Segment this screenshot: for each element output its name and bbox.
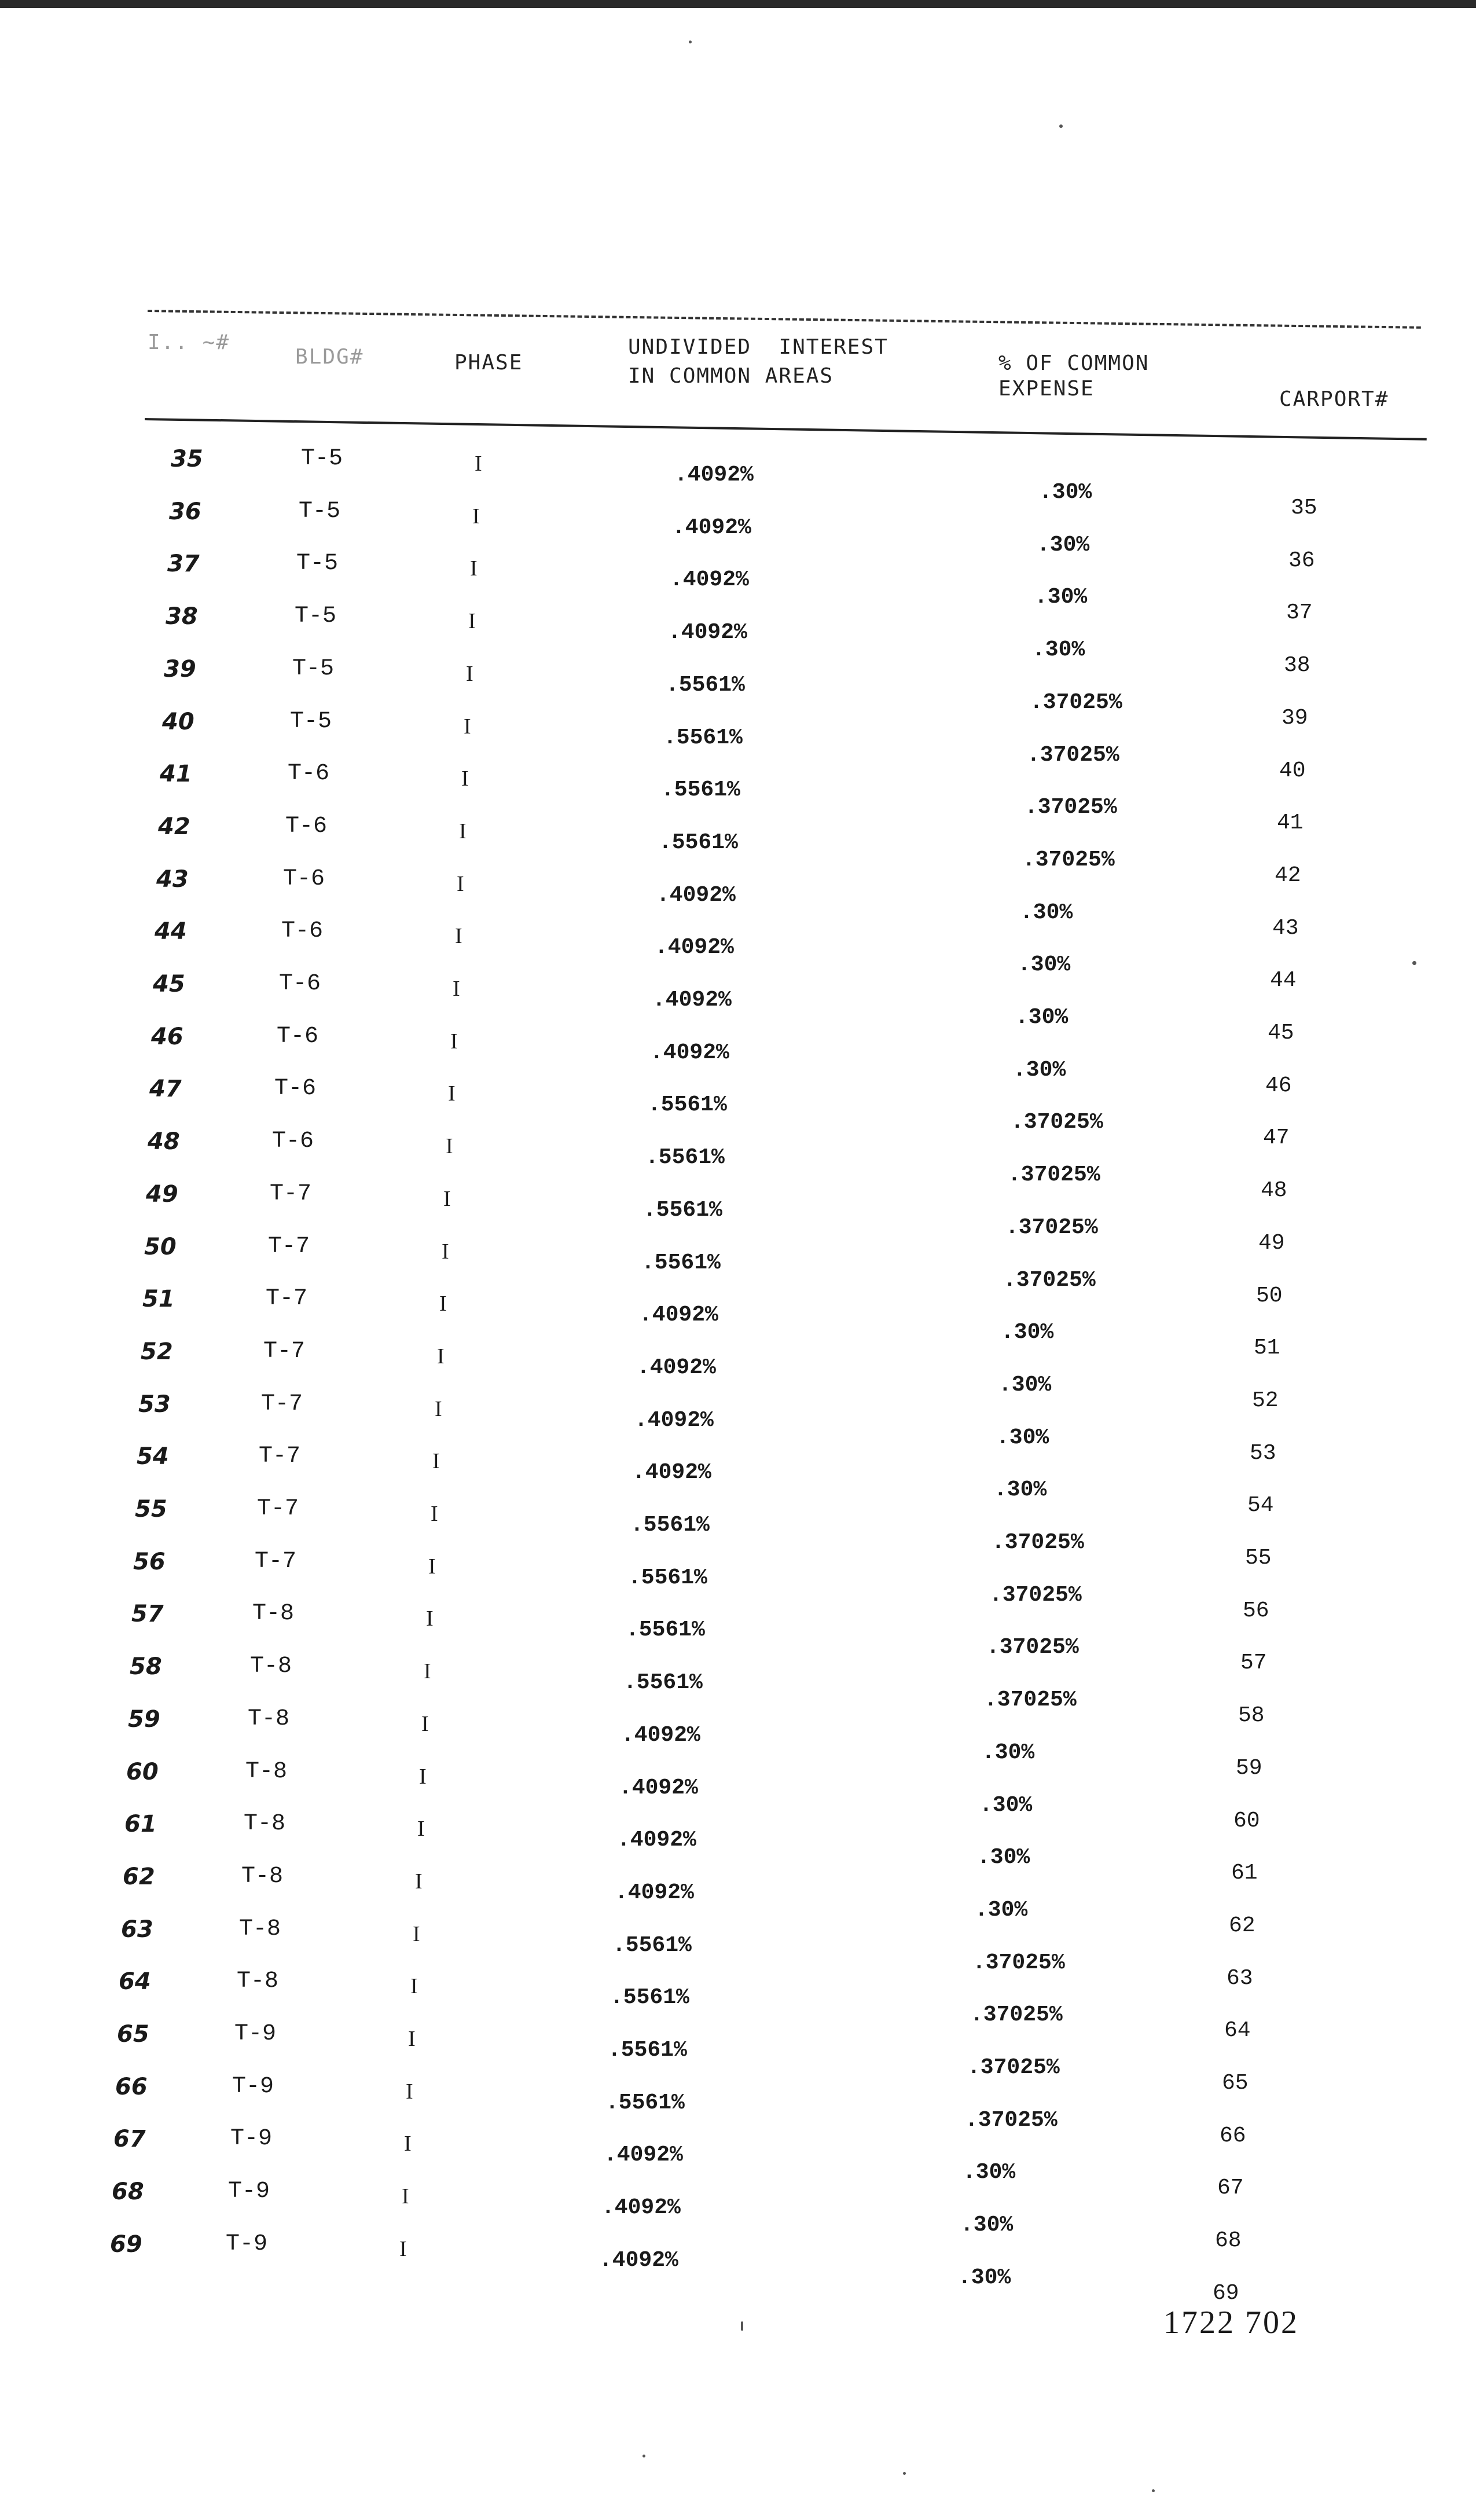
undivided-interest: .5561% [612, 1932, 692, 1958]
unit-number: 63 [121, 1916, 153, 1943]
undivided-interest: .4092% [670, 567, 749, 593]
carport-number: 62 [1229, 1913, 1255, 1938]
building-number: T-5 [292, 655, 335, 682]
undivided-interest: .5561% [648, 1092, 727, 1118]
carport-number: 46 [1265, 1073, 1292, 1098]
building-number: T-5 [290, 708, 332, 735]
carport-number: 64 [1224, 2018, 1251, 2044]
unit-number: 42 [158, 813, 190, 840]
phase: I [472, 504, 480, 529]
common-expense: .37025% [972, 1950, 1065, 1975]
phase: I [443, 1186, 451, 1211]
carport-number: 58 [1238, 1703, 1265, 1729]
phase: I [399, 2236, 407, 2261]
phase: I [453, 977, 460, 1001]
undivided-interest: .4092% [604, 2143, 683, 2168]
carport-number: 66 [1220, 2123, 1246, 2148]
unit-number: 56 [133, 1548, 166, 1575]
scan-speck [903, 2472, 906, 2475]
carport-number: 60 [1233, 1808, 1260, 1833]
phase: I [426, 1606, 434, 1631]
common-expense: .37025% [1025, 795, 1117, 820]
table-row [0, 1496, 1476, 1571]
common-expense: .37025% [1011, 1110, 1103, 1135]
common-expense: .30% [975, 1897, 1028, 1923]
header-bldg: BLDG# [295, 345, 364, 369]
unit-number: 46 [151, 1023, 183, 1050]
carport-number: 63 [1227, 1965, 1253, 1991]
header-expense-line2: EXPENSE [998, 377, 1095, 401]
common-expense: .37025% [1027, 742, 1119, 768]
building-number: T-5 [301, 446, 343, 472]
carport-number: 57 [1240, 1650, 1267, 1676]
carport-number: 36 [1288, 548, 1315, 573]
phase: I [419, 1764, 427, 1789]
common-expense: .37025% [970, 2002, 1063, 2028]
undivided-interest: .5561% [666, 672, 745, 698]
common-expense: .30% [1013, 1057, 1066, 1083]
unit-number: 52 [141, 1338, 173, 1365]
unit-number: 45 [153, 971, 185, 997]
carport-number: 42 [1275, 863, 1301, 888]
undivided-interest: .4092% [601, 2195, 681, 2221]
carport-number: 48 [1261, 1178, 1287, 1204]
header-unit: I.. ~# [148, 331, 230, 354]
common-expense: .30% [1018, 952, 1071, 978]
common-expense: .30% [1020, 900, 1073, 925]
undivided-interest: .4092% [655, 935, 734, 960]
building-number: T-5 [295, 603, 337, 630]
building-number: T-6 [288, 761, 330, 787]
phase: I [470, 556, 478, 581]
undivided-interest: .5561% [645, 1145, 725, 1171]
undivided-interest: .5561% [641, 1250, 721, 1275]
scan-speck [1059, 124, 1063, 128]
building-number: T-7 [261, 1391, 303, 1417]
building-number: T-6 [285, 813, 328, 839]
undivided-interest: .4092% [621, 1722, 700, 1748]
carport-number: 47 [1263, 1125, 1290, 1151]
phase: I [404, 2132, 412, 2156]
building-number: T-7 [268, 1233, 310, 1260]
building-number: T-8 [241, 1863, 284, 1890]
common-expense: .37025% [1005, 1215, 1098, 1240]
common-expense: .37025% [984, 1688, 1077, 1713]
phase: I [432, 1449, 440, 1474]
unit-number: 37 [167, 551, 200, 578]
building-number: T-8 [250, 1653, 292, 1680]
carport-number: 37 [1286, 600, 1313, 626]
undivided-interest: .4092% [632, 1460, 711, 1485]
building-number: T-7 [263, 1338, 306, 1364]
common-expense: .30% [958, 2265, 1011, 2290]
common-expense: .30% [996, 1425, 1049, 1450]
page-number: 1722 702 [1163, 2305, 1299, 2341]
unit-number: 51 [142, 1286, 175, 1313]
header-phase: PHASE [454, 351, 523, 375]
undivided-interest: .5561% [643, 1197, 722, 1223]
undivided-interest: .4092% [672, 515, 751, 540]
carport-number: 39 [1282, 705, 1308, 731]
building-number: T-5 [296, 551, 339, 577]
building-number: T-7 [259, 1443, 301, 1470]
undivided-interest: .4092% [639, 1303, 718, 1328]
unit-number: 54 [137, 1443, 169, 1470]
carport-number: 69 [1213, 2280, 1239, 2306]
undivided-interest: .5561% [630, 1513, 710, 1538]
unit-number: 61 [124, 1811, 157, 1838]
phase: I [402, 2184, 409, 2209]
common-expense: .37025% [1008, 1162, 1100, 1188]
phase: I [450, 1029, 458, 1054]
common-expense: .30% [1001, 1320, 1054, 1345]
undivided-interest: .4092% [634, 1407, 714, 1433]
building-number: T-8 [244, 1811, 286, 1837]
header-bottom-rule [145, 418, 1427, 441]
common-expense: .37025% [989, 1582, 1082, 1608]
carport-number: 68 [1215, 2228, 1242, 2254]
building-number: T-9 [234, 2021, 277, 2047]
phase: I [406, 2079, 413, 2104]
header-undivided-line2: IN COMMON AREAS [628, 364, 834, 388]
undivided-interest: .4092% [619, 1775, 698, 1800]
phase: I [410, 1974, 418, 1999]
phase: I [431, 1502, 438, 1526]
unit-number: 44 [155, 918, 187, 945]
common-expense: .30% [982, 1740, 1035, 1765]
carport-number: 41 [1277, 810, 1304, 836]
common-expense: .30% [1037, 532, 1090, 557]
phase: I [446, 1134, 453, 1159]
unit-number: 55 [135, 1496, 167, 1523]
carport-number: 44 [1270, 968, 1297, 993]
building-number: T-9 [226, 2231, 268, 2257]
common-expense: .37025% [1022, 847, 1115, 872]
unit-number: 67 [113, 2126, 146, 2153]
phase: I [421, 1711, 429, 1736]
carport-number: 43 [1272, 915, 1299, 941]
building-number: T-8 [248, 1705, 290, 1732]
phase: I [424, 1659, 431, 1684]
unit-number: 57 [131, 1601, 164, 1628]
carport-number: 67 [1217, 2176, 1244, 2201]
building-number: T-9 [230, 2126, 273, 2152]
carport-number: 50 [1256, 1283, 1283, 1308]
phase: I [466, 661, 473, 686]
unit-number: 66 [115, 2073, 148, 2100]
unit-number: 53 [138, 1391, 171, 1418]
scan-top-edge [0, 0, 1476, 8]
building-number: T-6 [272, 1128, 314, 1155]
phase: I [413, 1921, 420, 1946]
unit-number: 49 [146, 1180, 178, 1208]
undivided-interest: .4092% [656, 882, 736, 908]
header-carport: CARPORT# [1279, 387, 1389, 411]
phase: I [408, 2027, 416, 2051]
phase: I [468, 609, 476, 634]
common-expense: .30% [998, 1372, 1052, 1397]
building-number: T-6 [274, 1076, 317, 1102]
header-undivided-line1: UNDIVIDED INTEREST [628, 335, 888, 359]
undivided-interest: .4092% [668, 620, 747, 645]
common-expense: .37025% [986, 1635, 1079, 1660]
carport-number: 53 [1250, 1440, 1276, 1466]
scan-speck [1152, 2489, 1155, 2492]
unit-number: 39 [164, 655, 196, 683]
building-number: T-6 [279, 971, 321, 997]
common-expense: .30% [1032, 637, 1085, 663]
undivided-interest: .4092% [617, 1828, 696, 1853]
carport-number: 59 [1236, 1755, 1262, 1781]
carport-number: 52 [1252, 1388, 1279, 1413]
header-top-rule [148, 310, 1421, 329]
common-expense: .30% [1015, 1005, 1069, 1030]
unit-number: 65 [117, 2021, 149, 2048]
unit-number: 60 [126, 1758, 159, 1785]
carport-number: 65 [1222, 2071, 1249, 2096]
undivided-interest: .4092% [599, 2247, 678, 2273]
building-number: T-7 [270, 1180, 312, 1207]
undivided-interest: .5561% [610, 1985, 689, 2011]
unit-number: 41 [160, 761, 192, 788]
phase: I [455, 924, 462, 949]
unit-number: 40 [162, 708, 194, 735]
carport-number: 51 [1254, 1336, 1280, 1361]
building-number: T-5 [299, 498, 341, 524]
common-expense: .37025% [967, 2055, 1060, 2080]
table-row [0, 2231, 1476, 2306]
building-number: T-8 [252, 1601, 295, 1627]
unit-number: 48 [148, 1128, 180, 1156]
building-number: T-7 [257, 1496, 299, 1522]
common-expense: .30% [994, 1477, 1047, 1503]
undivided-interest: .5561% [608, 2038, 687, 2063]
phase: I [464, 714, 471, 739]
common-expense: .37025% [992, 1530, 1084, 1555]
phase: I [442, 1239, 449, 1264]
carport-number: 40 [1279, 758, 1306, 783]
building-number: T-9 [232, 2073, 274, 2100]
unit-number: 50 [144, 1233, 177, 1260]
unit-number: 47 [149, 1076, 182, 1103]
undivided-interest: .4092% [615, 1880, 694, 1905]
phase: I [415, 1869, 423, 1894]
carport-number: 45 [1268, 1021, 1294, 1046]
phase: I [417, 1817, 425, 1842]
undivided-interest: .5561% [659, 830, 738, 855]
building-number: T-8 [237, 1968, 279, 1995]
undivided-interest: .5561% [661, 777, 740, 803]
undivided-interest: .4092% [650, 1040, 729, 1065]
phase: I [457, 871, 464, 896]
carport-number: 54 [1247, 1493, 1274, 1518]
common-expense: .30% [1039, 480, 1092, 505]
carport-number: 61 [1231, 1861, 1258, 1886]
building-number: T-6 [281, 918, 324, 945]
phase: I [439, 1292, 447, 1316]
common-expense: .30% [977, 1845, 1030, 1870]
unit-number: 64 [119, 1968, 151, 1996]
common-expense: .30% [1034, 585, 1088, 610]
building-number: T-8 [239, 1916, 281, 1942]
building-number: T-6 [283, 865, 325, 892]
carport-number: 38 [1284, 653, 1310, 678]
undivided-interest: .5561% [623, 1670, 703, 1696]
undivided-interest: .4092% [652, 988, 732, 1013]
common-expense: .37025% [1030, 689, 1122, 715]
common-expense: .30% [963, 2160, 1016, 2185]
phase: I [459, 819, 467, 843]
carport-number: 35 [1291, 496, 1317, 520]
phase: I [475, 452, 482, 476]
carport-number: 49 [1258, 1230, 1285, 1256]
building-number: T-9 [228, 2178, 270, 2205]
scan-speck [642, 2455, 645, 2457]
undivided-interest: .5561% [628, 1565, 707, 1590]
phase: I [428, 1554, 436, 1579]
undivided-interest: .5561% [663, 725, 743, 750]
header-expense-line1: % OF COMMON [998, 351, 1150, 375]
unit-number: 62 [123, 1863, 155, 1890]
scan-speck [689, 41, 692, 43]
building-number: T-7 [266, 1286, 308, 1312]
unit-number: 38 [166, 603, 198, 630]
phase: I [448, 1081, 456, 1106]
building-number: T-8 [245, 1758, 288, 1785]
unit-number: 43 [156, 865, 189, 893]
scan-speck [741, 2321, 743, 2331]
undivided-interest: .5561% [626, 1617, 705, 1643]
unit-number: 68 [112, 2178, 144, 2206]
unit-number: 36 [169, 498, 201, 525]
building-number: T-7 [255, 1548, 297, 1575]
phase: I [461, 766, 469, 791]
carport-number: 55 [1245, 1546, 1272, 1571]
common-expense: .37025% [1003, 1267, 1096, 1293]
unit-number: 58 [130, 1653, 162, 1681]
scan-speck [1412, 961, 1416, 965]
undivided-interest: .4092% [637, 1355, 716, 1380]
common-expense: .30% [979, 1792, 1033, 1818]
common-expense: .30% [960, 2213, 1014, 2238]
undivided-interest: .5561% [605, 2090, 685, 2115]
phase: I [437, 1344, 445, 1369]
phase: I [435, 1396, 442, 1421]
unit-number: 69 [110, 2231, 142, 2258]
unit-number: 35 [171, 446, 203, 472]
common-expense: .37025% [965, 2107, 1058, 2133]
unit-number: 59 [128, 1705, 160, 1733]
carport-number: 56 [1243, 1598, 1269, 1623]
undivided-interest: .4092% [674, 463, 754, 487]
building-number: T-6 [277, 1023, 319, 1050]
